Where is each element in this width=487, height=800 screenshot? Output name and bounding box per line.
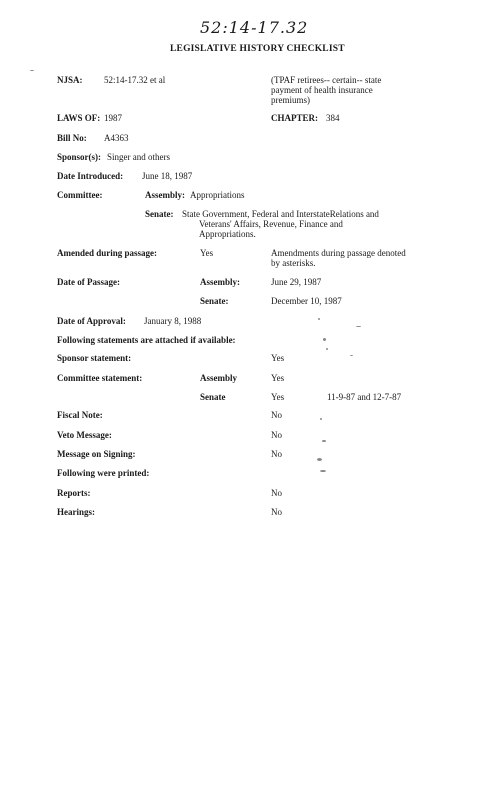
bill-no-value: A4363 xyxy=(104,133,129,143)
committee-assembly-value: Appropriations xyxy=(190,190,245,200)
sponsor-statement-label: Sponsor statement: xyxy=(57,353,132,363)
following-printed-heading: Following were printed: xyxy=(57,468,150,478)
laws-of-label: LAWS OF: xyxy=(57,113,101,123)
page-title: LEGISLATIVE HISTORY CHECKLIST xyxy=(170,44,345,54)
sponsor-statement-value: Yes xyxy=(271,353,285,363)
njsa-description-2: payment of health insurance xyxy=(271,85,373,95)
laws-of-value: 1987 xyxy=(104,113,122,123)
passage-label: Date of Passage: xyxy=(57,277,120,287)
date-introduced-value: June 18, 1987 xyxy=(142,171,193,181)
amended-label: Amended during passage: xyxy=(57,248,158,258)
committee-senate-line-2: Veterans' Affairs, Revenue, Finance and xyxy=(199,219,343,229)
chapter-value: 384 xyxy=(326,113,340,123)
message-signing-label: Message on Signing: xyxy=(57,449,136,459)
reports-value: No xyxy=(271,488,282,498)
hearings-label: Hearings: xyxy=(57,507,95,517)
bill-no-label: Bill No: xyxy=(57,133,87,143)
passage-senate-label: Senate: xyxy=(200,296,229,306)
committee-statement-senate-value: Yes xyxy=(271,392,285,402)
fiscal-note-value: No xyxy=(271,410,282,420)
scan-speck xyxy=(350,355,353,356)
njsa-description-1: (TPAF retirees-- certain-- state xyxy=(271,75,382,85)
scan-speck xyxy=(326,348,328,350)
committee-statement-senate-label: Senate xyxy=(200,392,226,402)
reports-label: Reports: xyxy=(57,488,91,498)
scan-speck xyxy=(30,70,34,71)
scan-speck xyxy=(322,440,326,442)
message-signing-value: No xyxy=(271,449,282,459)
chapter-label: CHAPTER: xyxy=(271,113,318,123)
amended-note-2: by asterisks. xyxy=(271,258,316,268)
sponsors-label: Sponsor(s): xyxy=(57,152,102,162)
scan-speck xyxy=(320,470,326,472)
scan-speck xyxy=(317,458,322,461)
hearings-value: No xyxy=(271,507,282,517)
veto-message-value: No xyxy=(271,430,282,440)
following-attached-heading: Following statements are attached if available: xyxy=(57,335,236,345)
committee-label: Committee: xyxy=(57,190,103,200)
veto-message-label: Veto Message: xyxy=(57,430,112,440)
njsa-label: NJSA: xyxy=(57,75,83,85)
scan-speck xyxy=(356,326,361,327)
approval-value: January 8, 1988 xyxy=(144,316,202,326)
date-introduced-label: Date Introduced: xyxy=(57,171,124,181)
njsa-value: 52:14-17.32 et al xyxy=(104,75,166,85)
committee-senate-line-1: State Government, Federal and InterstateRelations and xyxy=(182,209,379,219)
committee-statement-assembly-label: Assembly xyxy=(200,373,238,383)
fiscal-note-label: Fiscal Note: xyxy=(57,410,103,420)
sponsors-value: Singer and others xyxy=(107,152,170,162)
scan-speck xyxy=(320,418,322,420)
handwritten-number: 52:14-17.32 xyxy=(200,18,309,37)
amended-value: Yes xyxy=(200,248,214,258)
scan-speck xyxy=(318,318,320,320)
committee-statement-label: Committee statement: xyxy=(57,373,143,383)
committee-senate-label: Senate: xyxy=(145,209,174,219)
passage-senate-value: December 10, 1987 xyxy=(271,296,342,306)
njsa-description-3: premiums) xyxy=(271,95,310,105)
scan-speck xyxy=(323,338,326,341)
committee-statement-senate-dates: 11-9-87 and 12-7-87 xyxy=(327,392,402,402)
passage-assembly-label: Assembly: xyxy=(200,277,240,287)
amended-note-1: Amendments during passage denoted xyxy=(271,248,406,258)
passage-assembly-value: June 29, 1987 xyxy=(271,277,322,287)
committee-assembly-label: Assembly: xyxy=(145,190,185,200)
committee-senate-line-3: Appropriations. xyxy=(199,229,256,239)
approval-label: Date of Approval: xyxy=(57,316,126,326)
committee-statement-assembly-value: Yes xyxy=(271,373,285,383)
